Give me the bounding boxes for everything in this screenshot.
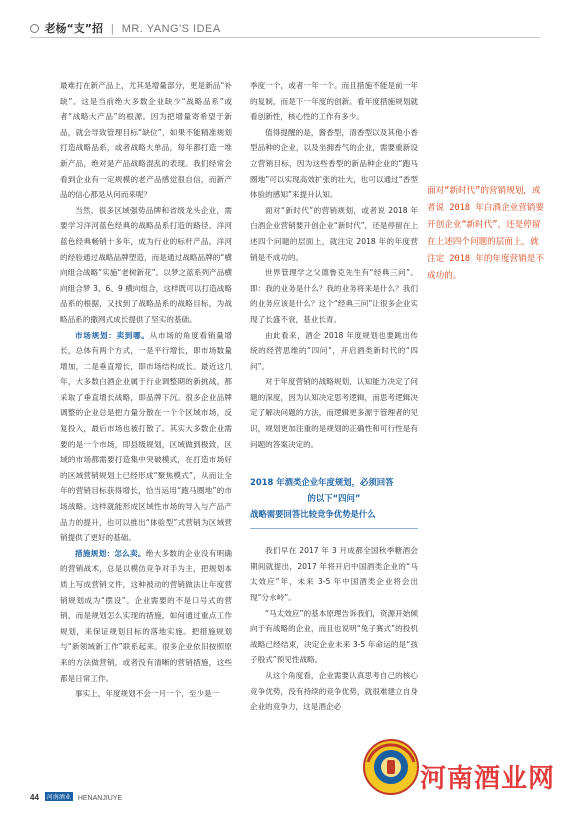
pull-quote: 面对“新时代”的营销规划，或者说 2018 年白酒企业营销要开创企业“新时代”，还是停留在上述四个问题的层面上，就注定 2018 年的年度营销是不成功的。 — [427, 186, 544, 281]
magazine-name: HENANJIUYE — [77, 795, 123, 802]
paragraph-text: 对于年度营销的战略规划，认知能力决定了问题的深度，因为认知决定思考逻辑，而思考逻辑决定了解决问题的方法，而逻辑更多源于管理者的见识，规划更加注重的是规划的正确性和可行性是有问题的答案决定的。 — [250, 377, 418, 449]
section-heading-line1: 2018 年酒类企业年度规划，必须回答 — [250, 477, 394, 488]
paragraph — [60, 78, 232, 203]
site-watermark: 河南酒业网 — [420, 764, 556, 794]
paragraph-text: 当然，很多区域强势品牌和省级龙头企业，需要学习洋河蓝色经典的战略品系打造的路径。洋河蓝色经典畅销十多年，成为行业的标杆产品。洋河的经验通过战略品牌塑造，而是通过战略品牌的“横向组合战略”实施“老树新花”。以梦之蓝系列产品横向组合梦 3、6、9 横向组合，这样既可以打造战略品系的根据，又找到了战略品系的战略目标，为战略品系的撒网式成长提供了坚实的基础。 — [60, 205, 232, 324]
paragraph-label: 市场规划：卖到哪。 — [75, 330, 150, 340]
page-footer — [30, 792, 122, 802]
header-separator: | — [110, 22, 115, 35]
paragraph — [250, 374, 418, 452]
paragraph — [250, 543, 418, 605]
section-subheading: 战略需要回答比较竞争优势是什么 — [250, 509, 376, 520]
paragraph-text: 从这个角度看，企业需要认真思考自己的核心竞争优势，没有持续的竞争优势，就很难建立自身企业的竞争力，这是酒企必 — [250, 671, 418, 712]
paragraph-text: 面对“新时代”的营销规划，或者说 2018 年白酒企业营销要开创企业“新时代”，还是停留在上述四个问题的层面上，就注定 2018 年的年度营销是不成功的。 — [250, 205, 418, 262]
paragraph — [250, 125, 418, 203]
paragraph-text: 世界管理学之父德鲁克先生有“经典三问”。即：我的业务是什么？我的业务将来是什么？我们的业务应该是什么？这个“经典三问”让很多企业实现了长盛不衰，基业长青。 — [250, 268, 418, 324]
section-heading-line2: 的以下“四问” — [307, 493, 361, 504]
paragraph — [250, 78, 418, 125]
section-divider — [250, 528, 418, 529]
middle-column — [250, 78, 418, 715]
paragraph — [60, 686, 232, 702]
paragraph — [250, 203, 418, 265]
paragraph — [250, 668, 418, 715]
middle-column-bottom — [250, 543, 418, 715]
left-column — [60, 78, 232, 702]
english-title: MR. YANG'S IDEA — [121, 23, 221, 35]
paragraph-text: 季度一个，或者一年一个。而且措施不能是前一年的复制，而是下一年度的创新。看年度措施规划就看创新性，核心性的工作有多少。 — [250, 81, 418, 122]
page-header — [30, 18, 540, 38]
association-seal-icon — [362, 738, 420, 796]
brand-name: 老杨“支”招 — [44, 22, 103, 35]
paragraph-text: 从市场的角度看销量增长，总体有两个方式，一是平行增长，即市场数量增加，二是垂直增长，即市场结构成长。最近这几年，大多数白酒企业属于行业调整期的新挑战，都采取了垂直增长战略，即品牌下沉。很多企业品牌调整的企业总是把力量分散在一个个区域市场，反复投入，最后市场也被打散了。其实大多数企业需要的是一个市场，即县级规划，区域做到极致，区域的市场都需要打造集中突破模式，在打造市场好的区域营销规划上已经形成“聚焦模式”，从而让全年的营销目标获得增长，恰当运用“跑马圈地”的市场战略。这样就能形成区域性市场的导入与产品产品力的提升，也可以推出“体验型”式营销为区域营销提供了更好的基础。 — [60, 330, 232, 543]
circle-icon — [30, 24, 39, 33]
column-brand — [30, 20, 221, 36]
page-number: 44 — [30, 793, 39, 802]
paragraph-text: 由此看来，酒企 2018 年度规划也要跳出传统的经营思维的“四问”，开启酒类新时代的“四问”。 — [250, 330, 418, 371]
paragraph-text: 我们早在 2017 年 3 月成都全国秋季糖酒会期间就提出，2017 年将开启中国酒类企业的“马太效应”年，未来 3-5 年中国酒类企业将会出现“分水岭”。 — [250, 546, 418, 603]
middle-column-top — [250, 78, 418, 452]
paragraph — [60, 328, 232, 546]
paragraph — [60, 203, 232, 328]
paragraph-text: 最难打在新产品上，尤其是增量部分，更是新品“补缺”。这是当前绝大多数企业缺少“战略品系”或者“战略大产品”的根源。因为把增量寄希望于新品，就会导致管理目标“缺位”，如果不能精准规划打造战略品系，或者战略大单品，每年都打造一堆新产品，绝对是产品战略混乱的表现。我们经常会看到企业有一定规模的老产品感觉很自信，而新产品的信心都是从何而来呢？ — [60, 81, 232, 200]
paragraph-text: 事实上，年度规划不会一月一个，至少是一 — [75, 689, 220, 699]
paragraph — [250, 606, 418, 668]
paragraph — [60, 546, 232, 686]
paragraph-label: 措施规划：怎么卖。 — [75, 548, 146, 558]
magazine-tag: 河南酒业 — [45, 792, 73, 801]
paragraph-text: 绝大多数的企业没有明确的营销战术，总是以模仿竞争对手为主，把规划本质上写成营销文件，这种被动的营销做法让年度营销规划成为“摆设”。企业需要的不是口号式的营销，而是规划怎么实现的措施，如何通过重点工作规划，来保证规划目标的落地实施。把措施规划与“新领域新工作”联系起来。很多企业依旧按照原来的方法做营销，或者没有清晰的营销措施，这些都是日常工作。 — [60, 548, 233, 683]
section-heading — [250, 474, 418, 529]
paragraph — [250, 328, 418, 375]
paragraph-text: 值得提醒的是，酱香型，清香型以及其他小香型品种的企业，以及坐拥香气的企业，需要重新设立营销目标，因为这些香型的新品种企业的“跑马圈地”可以实现高效扩张的壮大，也可以通过“香型体验的感知”来提升认知。 — [250, 127, 418, 200]
paragraph — [250, 265, 418, 327]
paragraph-text: “马太效应”的基本原理告诉我们，资源开始倾向于有战略的企业，而且也说明“兔子赛式”的投机战略已经结束，决定企业未来 3-5 年命运的是“孩子般式”预见性战略。 — [250, 608, 418, 665]
